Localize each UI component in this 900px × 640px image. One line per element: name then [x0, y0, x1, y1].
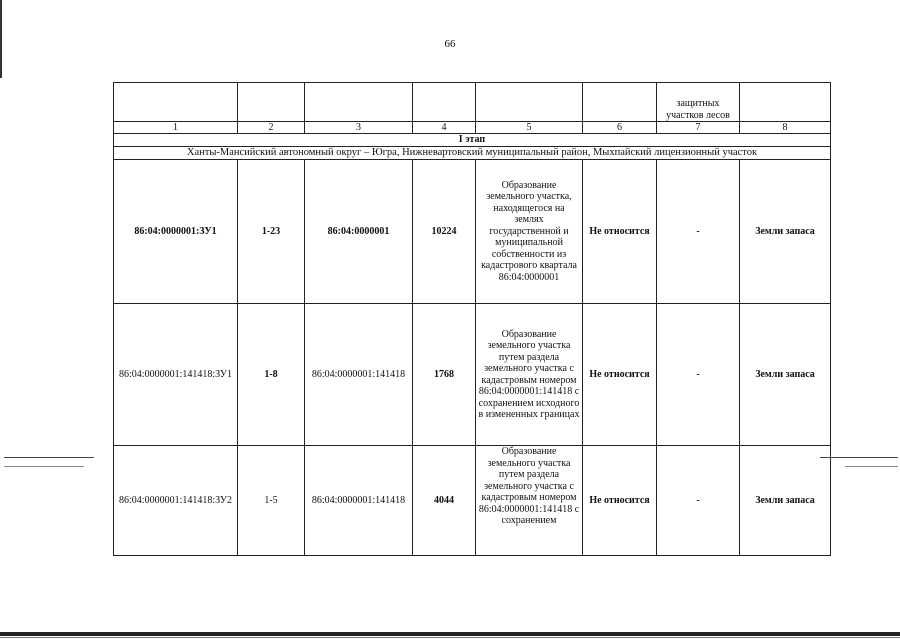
- column-number: 3: [305, 122, 413, 134]
- area-value: 1768: [413, 304, 476, 446]
- formation-method: Образование земельного участка путем раздела земельного участка с кадастровым номером 86:04:0000001:141418 с сохранением: [476, 446, 583, 556]
- protective-forest-category: -: [657, 160, 740, 304]
- source-cadastral-number: 86:04:0000001:141418: [305, 446, 413, 556]
- header-cell-3: [305, 83, 413, 122]
- table-row: [114, 304, 831, 446]
- header-cell-4: [413, 83, 476, 122]
- cadastral-plot-id: 86:04:0000001:ЗУ1: [114, 160, 238, 304]
- table-row: [114, 446, 831, 556]
- header-cell-1: [114, 83, 238, 122]
- formation-method: Образование земельного участка путем раздела земельного участка с кадастровым номером 86:04:0000001:141418 с сохранением исходного в измененных границах: [476, 304, 583, 446]
- point-range: 1-5: [238, 446, 305, 556]
- header-cell-2: [238, 83, 305, 122]
- column-number: 2: [238, 122, 305, 134]
- protective-forest-category: -: [657, 446, 740, 556]
- column-number-row: [114, 122, 831, 134]
- stage-row: [114, 134, 831, 147]
- protective-forest-status: Не относится: [583, 160, 657, 304]
- stage-title: I этап: [114, 134, 831, 147]
- source-cadastral-number: 86:04:0000001: [305, 160, 413, 304]
- column-number: 8: [740, 122, 831, 134]
- header-cell-5: [476, 83, 583, 122]
- land-plots-table: [113, 82, 831, 556]
- fold-mark-line: [4, 466, 84, 467]
- scan-bottom-edge: [0, 632, 900, 636]
- header-cell-8: [740, 83, 831, 122]
- region-title: Ханты-Мансийский автономный округ – Югра, Нижневартовский муниципальный район, Мыхпайский лицензионный участок: [114, 147, 831, 160]
- fold-mark-line: [820, 457, 898, 458]
- header-cell-7: защитных участков лесов: [657, 83, 740, 122]
- fold-mark-line: [845, 466, 898, 467]
- column-number: 6: [583, 122, 657, 134]
- fold-mark-line: [4, 457, 94, 458]
- protective-forest-status: Не относится: [583, 446, 657, 556]
- scan-bottom-edge-line: [0, 637, 900, 638]
- region-row: [114, 147, 831, 160]
- point-range: 1-23: [238, 160, 305, 304]
- cadastral-plot-id: 86:04:0000001:141418:ЗУ2: [114, 446, 238, 556]
- land-category: Земли запаса: [740, 160, 831, 304]
- header-cell-6: [583, 83, 657, 122]
- column-number: 7: [657, 122, 740, 134]
- formation-method: Образование земельного участка, находящегося на землях государственной и муниципальной собственности из кадастрового квартала 86:04:0000001: [476, 160, 583, 304]
- land-category: Земли запаса: [740, 446, 831, 556]
- cadastral-plot-id: 86:04:0000001:141418:ЗУ1: [114, 304, 238, 446]
- column-number: 1: [114, 122, 238, 134]
- protective-forest-category: -: [657, 304, 740, 446]
- area-value: 4044: [413, 446, 476, 556]
- column-number: 5: [476, 122, 583, 134]
- source-cadastral-number: 86:04:0000001:141418: [305, 304, 413, 446]
- land-category: Земли запаса: [740, 304, 831, 446]
- protective-forest-status: Не относится: [583, 304, 657, 446]
- table-row: [114, 160, 831, 304]
- column-number: 4: [413, 122, 476, 134]
- area-value: 10224: [413, 160, 476, 304]
- header-continuation-row: [114, 83, 831, 122]
- page-number: 66: [444, 38, 456, 50]
- point-range: 1-8: [238, 304, 305, 446]
